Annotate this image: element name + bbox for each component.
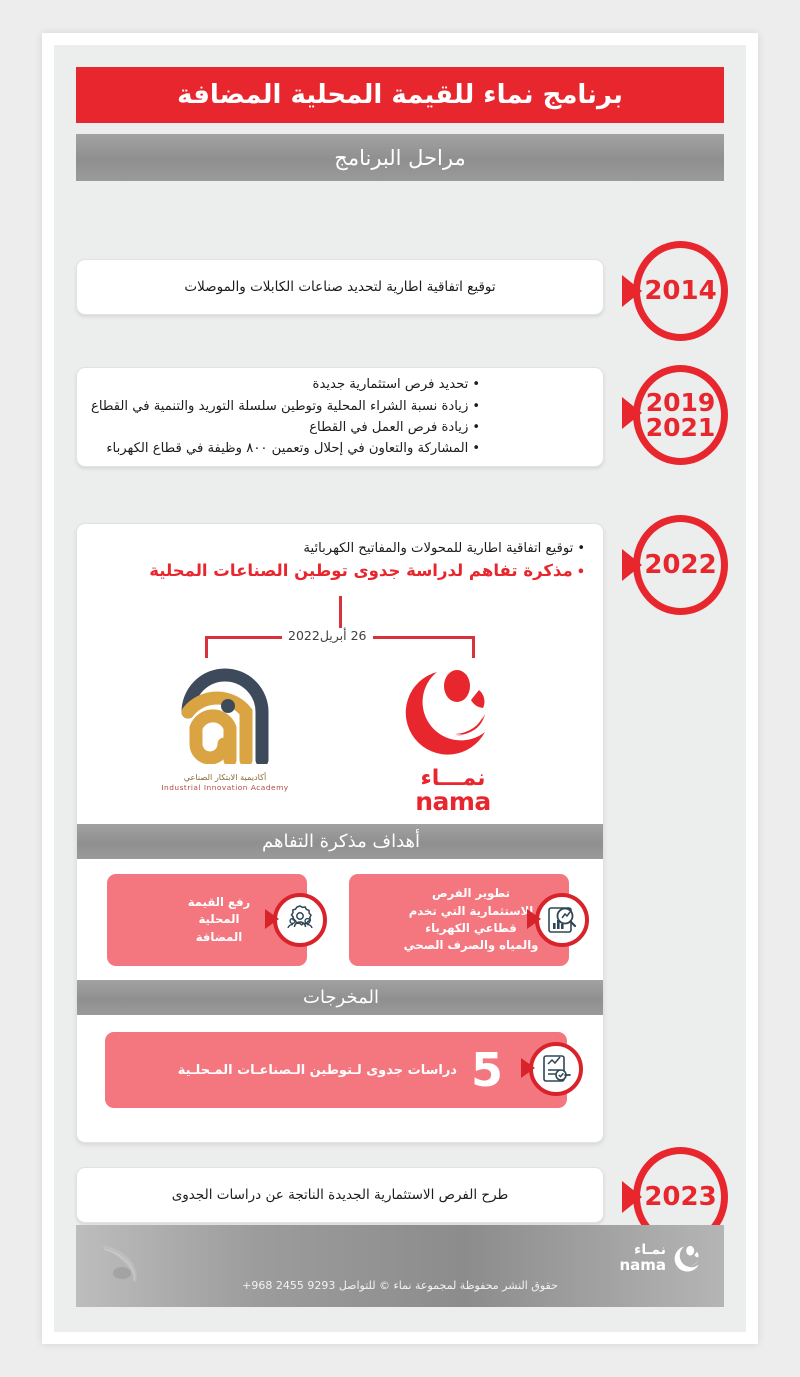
timeline-bullets-2019-2021 [91,374,484,460]
output-number: 5 [470,1043,503,1097]
gear-people-icon [273,893,327,947]
year-ring-2022 [633,515,728,615]
output-card-feasibility-studies [105,1032,567,1108]
badge-pointer-icon [265,909,279,929]
timeline-box-2023 [76,1167,604,1223]
objectives-header-label: أهداف مذكرة التفاهم [261,831,421,852]
objective-line: والمياه والصرف الصحي [403,938,539,953]
objective-line: الاستثمارية التي تخدم [408,903,534,918]
bullet-item-highlight: • مذكرة تفاهم لدراسة جدوى توطين الصناعات المحلية [89,559,585,583]
timeline-box-2014 [76,259,604,315]
timeline-text-2023: طرح الفرص الاستثمارية الجديدة الناتجة عن دراسات الجدوى [171,1186,509,1203]
year-marker-2022 [624,511,732,619]
connector-right-leg [472,636,475,658]
year-label: 2014 [644,275,717,306]
footer-nama-en: nama [619,1256,666,1274]
magnifier-chart-glyph [545,903,579,937]
objective-line: رفع القيمة [187,894,251,909]
timeline-text-2014: توقيع اتفاقية اطارية لتحديد صناعات الكابلات والموصلات [184,278,496,295]
objective-line: المضافة [195,929,243,944]
document-check-icon [529,1042,583,1096]
program-stages-header [76,134,724,181]
output-text: دراسات جدوى لـتوطين الـصناعـات المـحلـية [177,1062,457,1078]
bullet-item: • تحديد فرص استثمارية جديدة [91,374,480,395]
year-marker-2019-2021 [624,361,732,465]
logo-caption-en: Industrial Innovation Academy [161,783,289,792]
logo-industrial-innovation-academy [145,666,305,792]
logo-caption-ar: أكاديمية الابتكار الصناعي [183,772,267,782]
program-stages-label: مراحل البرنامج [334,145,466,170]
outputs-header [77,980,604,1015]
nama-wordmark-en: nama [415,787,491,816]
page-card [42,33,758,1344]
bullet-item: • توقيع اتفاقية اطارية للمحولات والمفاتيح الكهربائية [89,538,585,559]
objective-line: تطوير الفرص [432,886,510,901]
year-label: 2023 [644,1181,717,1212]
nama-mark-icon [397,660,509,760]
objectives-header [77,824,604,859]
poster-footer [76,1225,724,1307]
nama-mark-icon [672,1241,706,1275]
gear-people-glyph [283,903,317,937]
objective-line: المحلية [198,912,240,927]
timeline-box-2019-2021 [76,367,604,467]
poster-title-bar [76,67,724,123]
bullet-item: • زيادة فرص العمل في القطاع [91,417,480,438]
nama-wordmark-ar: نمـــاء [420,766,486,791]
objective-line: قطاعي الكهرباء [425,921,517,935]
year-label: 2019 [645,387,716,417]
stage-bullets-2022 [89,538,589,583]
logo-nama [373,660,533,816]
document-check-glyph [539,1052,573,1086]
signing-date: 26 أبريل2022 [282,628,373,643]
objective-card-text [142,894,272,946]
footer-nama-logo [619,1241,706,1275]
year-marker-2014 [624,237,732,345]
year-label: 2022 [644,549,717,580]
bullet-item: • المشاركة والتعاون في إحلال وتعمين ٨٠٠ وظيفة في قطاع الكهرباء [91,438,480,459]
badge-pointer-icon [527,909,541,929]
footer-nama-words [619,1243,666,1273]
stage-card-2022 [76,523,604,1143]
page-title: برنامج نماء للقيمة المحلية المضافة [177,80,623,110]
connector-left-leg [205,636,208,658]
year-ring-2014 [633,241,728,341]
badge-pointer-icon [521,1058,535,1078]
footer-copyright: حقوق النشر محفوظة لمجموعة نماء © للتواصل 9293 2455 968+ [242,1279,558,1292]
year-label: 2021 [645,413,716,442]
footer-nama-ar: نمـاء [634,1242,666,1258]
page-inner [54,45,746,1332]
timeline-row-2019-2021 [54,355,746,481]
bullet-item: • زيادة نسبة الشراء المحلية وتوطين سلسلة التوريد والتنمية في القطاع [91,396,480,417]
academy-mark-icon [166,666,284,764]
magnifier-chart-icon [535,893,589,947]
timeline-row-2014 [54,237,746,349]
outputs-header-label: المخرجات [303,987,379,1008]
year-ring-2019-2021 [633,365,728,465]
